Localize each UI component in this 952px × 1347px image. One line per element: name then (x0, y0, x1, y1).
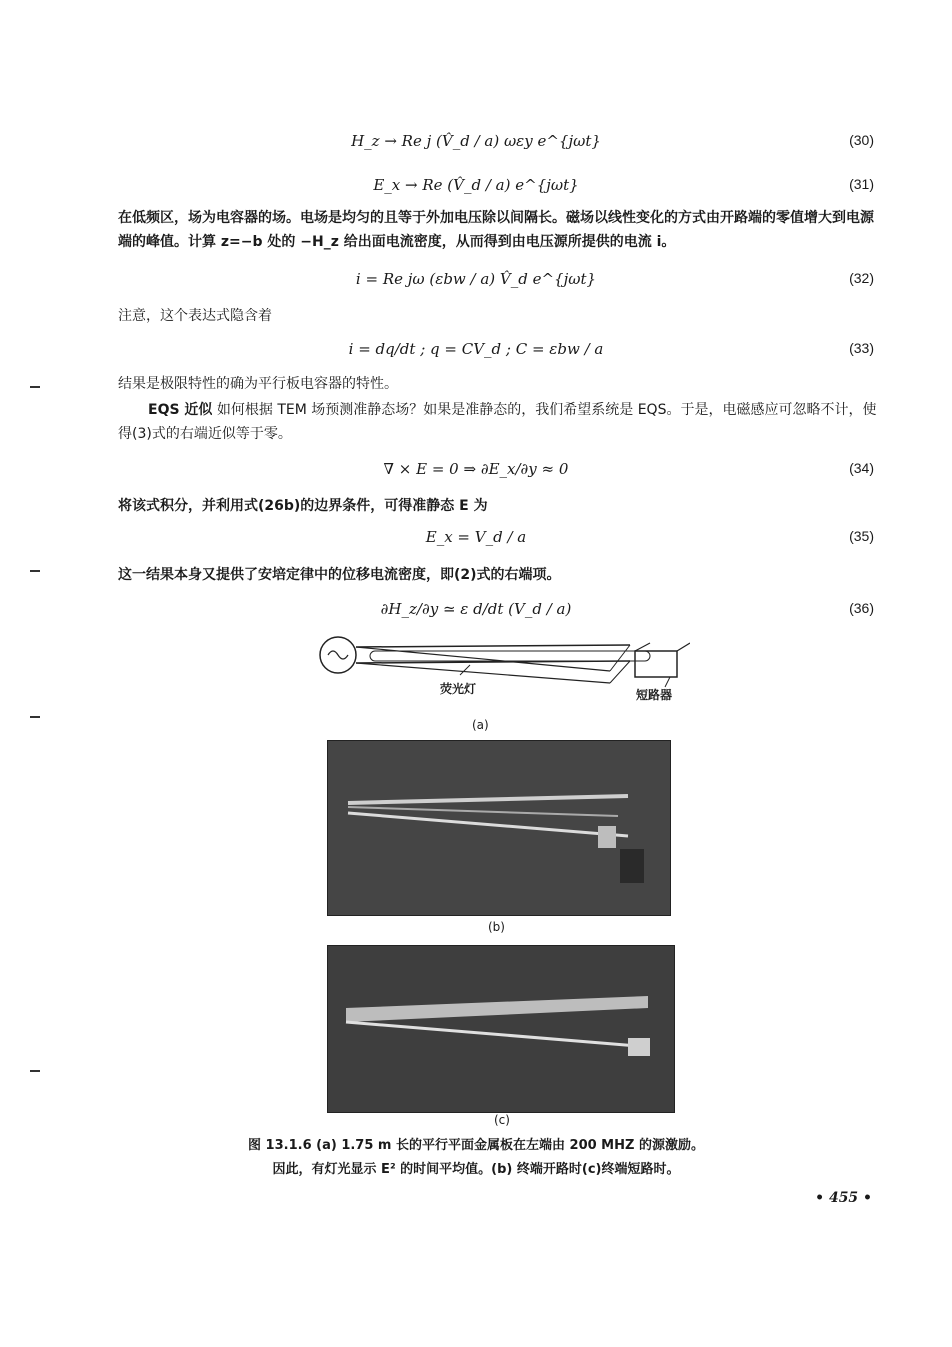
figure-a-diagram (310, 625, 690, 715)
equation-34 (0, 452, 952, 486)
photo-b-plates-image (328, 741, 670, 915)
figure-caption-line2: 因此，有灯光显示 E² 的时间平均值。(b) 终端开路时(c)终端短路时。 (272, 1162, 680, 1177)
subfigure-a-label: (a) (472, 718, 489, 732)
photo-c-plates-image (328, 946, 674, 1112)
equation-36 (0, 592, 952, 626)
equation-33-expr: i = dq/dt ; q = CV_d ; C = εbw / a (348, 340, 604, 358)
equation-34-number: (34) (849, 460, 874, 476)
equation-35-number: (35) (849, 528, 874, 544)
figure-caption-line1: 图 13.1.6 (a) 1.75 m 长的平行平面金属板在左端由 200 MHZ 的源激励。 (248, 1138, 704, 1153)
source-icon (320, 637, 356, 673)
subfigure-c-label: (c) (494, 1113, 510, 1127)
paragraph-low-frequency: 在低频区，场为电容器的场。电场是均匀的且等于外加电压除以间隔长。磁场以线性变化的方式由开路端的零值增大到电源端的峰值。计算 z=−b 处的 −H_z 给出面电流密度，从而得到由电压源所提供的电流 i。 (118, 210, 874, 250)
equation-36-expr: ∂H_z/∂y ≃ ε d/dt (V_d / a) (380, 600, 572, 618)
paragraph-eqs (118, 398, 878, 446)
equation-35-expr: E_x = V_d / a (425, 528, 527, 546)
equation-31 (0, 168, 952, 202)
label-short-circuit: 短路器 (636, 688, 673, 702)
equation-34-expr: ∇ × E = 0 ⇒ ∂E_x/∂y ≈ 0 (383, 460, 569, 478)
equation-35 (0, 520, 952, 554)
label-fluorescent-lamp: 荧光灯 (440, 682, 477, 696)
equation-33-number: (33) (849, 340, 874, 356)
page-number: • 455 • (815, 1190, 872, 1206)
scan-mark (30, 1070, 40, 1072)
equation-31-number: (31) (849, 176, 874, 192)
equation-32-number: (32) (849, 270, 874, 286)
photo-b-open-circuit (327, 740, 671, 916)
equation-32-expr: i = Re jω (εbw / a) V̂_d e^{jωt} (355, 270, 597, 288)
equation-31-expr: E_x → Re (V̂_d / a) e^{jωt} (373, 176, 579, 194)
equation-30-expr: H_z → Re j (V̂_d / a) ωεy e^{jωt} (351, 132, 601, 150)
equation-30 (0, 124, 952, 158)
eqs-body: 如何根据 TEM 场预测准静态场？如果是准静态的，我们希望系统是 EQS。于是，电磁感应可忽略不计，使得(3)式的右端近似等于零。 (118, 402, 877, 442)
equation-33 (0, 332, 952, 366)
equation-36-number: (36) (849, 600, 874, 616)
paragraph-integrate: 将该式积分，并利用式(26b)的边界条件，可得准静态 E 为 (118, 498, 488, 514)
paragraph-displacement: 这一结果本身又提供了安培定律中的位移电流密度，即(2)式的右端项。 (118, 567, 561, 583)
scan-mark (30, 386, 40, 388)
scan-mark (30, 570, 40, 572)
short-circuit-block (635, 643, 690, 677)
eqs-heading: EQS 近似 (148, 402, 213, 418)
scan-mark (30, 716, 40, 718)
paragraph-result: 结果是极限特性的确为平行板电容器的特性。 (118, 376, 398, 392)
equation-32 (0, 262, 952, 296)
equation-30-number: (30) (849, 132, 874, 148)
photo-c-short-circuit (327, 945, 675, 1113)
paragraph-note: 注意，这个表达式隐含着 (118, 308, 272, 324)
subfigure-b-label: (b) (488, 920, 505, 934)
